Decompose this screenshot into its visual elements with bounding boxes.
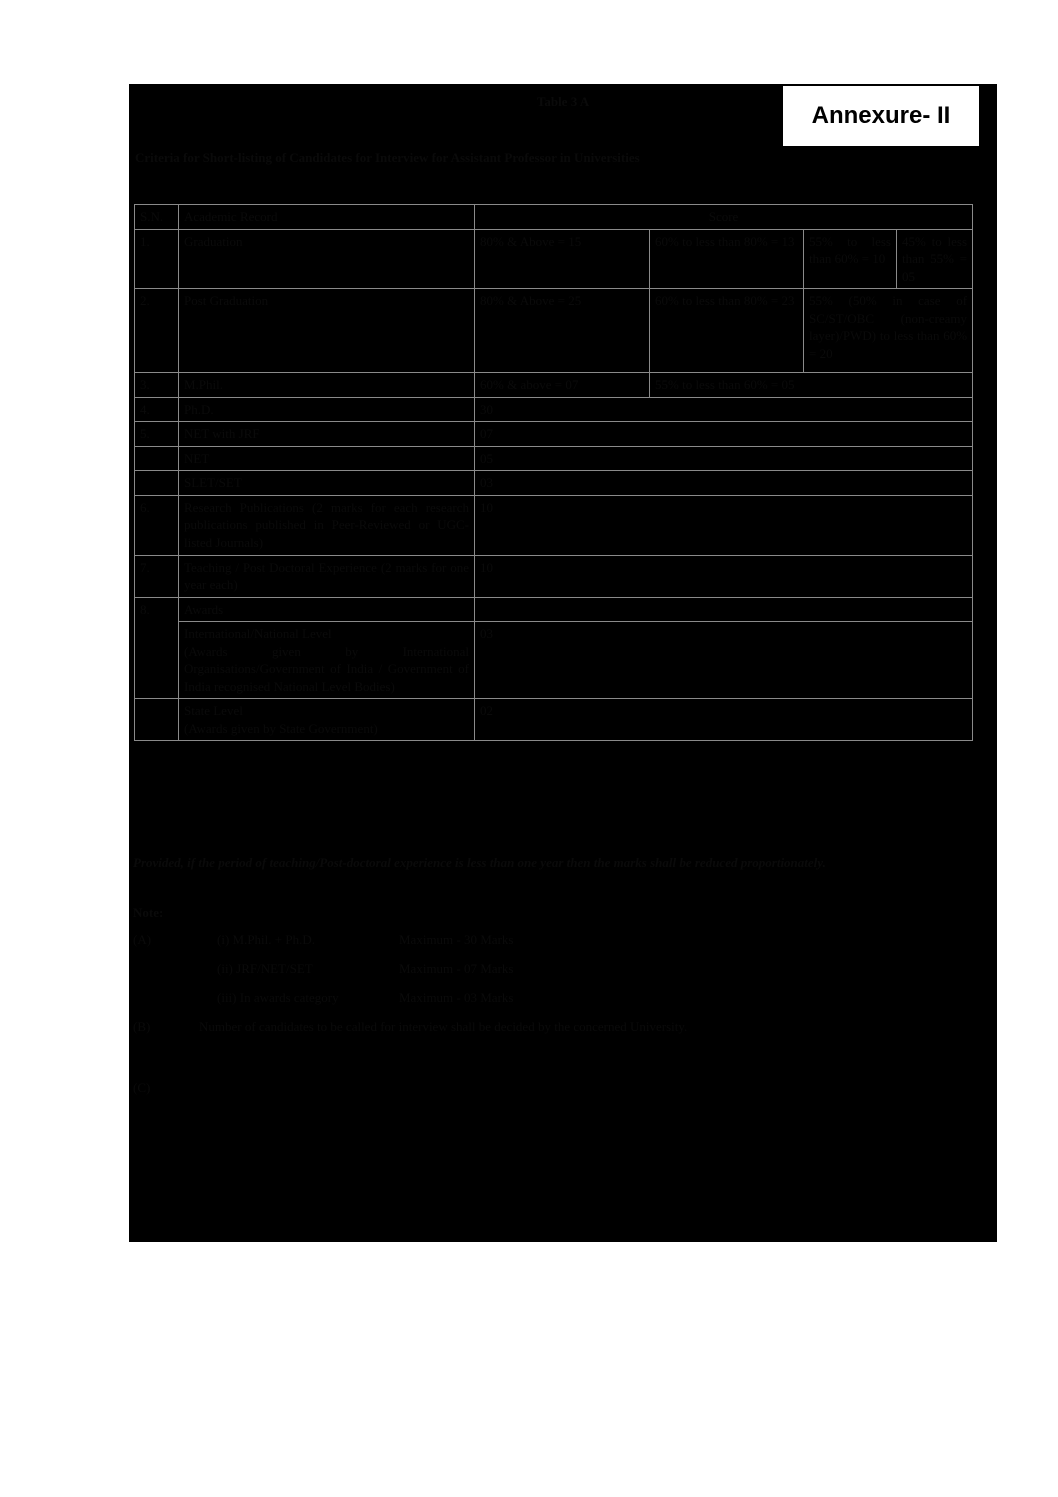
- table-row: [135, 622, 973, 699]
- table-row: [135, 397, 973, 422]
- row-label: Ph.D.: [179, 397, 475, 422]
- score-cell: 02: [475, 699, 973, 741]
- table-row: [135, 289, 973, 373]
- score-cell: 55% to less than 60% = 05: [650, 373, 973, 398]
- note-a3-max: Maximum - 03 Marks: [399, 990, 514, 1005]
- score-cell: 60% to less than 80% = 13: [650, 229, 804, 289]
- criteria-table: [134, 204, 973, 741]
- row-label: Awards: [179, 597, 475, 622]
- row-label: NET: [179, 446, 475, 471]
- header-score: Score: [475, 205, 973, 230]
- table-row: [135, 446, 973, 471]
- score-cell: 45% to less than 55% = 05: [897, 229, 973, 289]
- table-row: [135, 495, 973, 555]
- row-sn: 1.: [135, 229, 179, 289]
- award-level-description: (Awards given by International Organisations/Government of India / Government of India recognised National Level Bodies): [184, 643, 469, 694]
- note-b-label: (B): [133, 1019, 151, 1034]
- note-a3-name: (iii) In awards category: [217, 990, 339, 1005]
- header-academic-record: Academic Record: [179, 205, 475, 230]
- table-row: [135, 422, 973, 447]
- row-label: SLET/SET: [179, 471, 475, 496]
- row-sn: 8.: [135, 597, 179, 622]
- row-sn: [135, 471, 179, 496]
- row-label: [179, 699, 475, 741]
- score-cell: 03: [475, 622, 973, 699]
- row-sn: 4.: [135, 397, 179, 422]
- score-cell: 05: [475, 446, 973, 471]
- award-level-title: State Level: [184, 703, 243, 719]
- score-cell: 10: [475, 495, 973, 555]
- table-row: [135, 555, 973, 597]
- row-label: M.Phil.: [179, 373, 475, 398]
- row-sn: 7.: [135, 555, 179, 597]
- row-label: Post Graduation: [179, 289, 475, 373]
- annexure-label: Annexure- II: [783, 86, 979, 146]
- row-sn: 6.: [135, 495, 179, 555]
- note-label: Note:: [133, 905, 164, 920]
- row-sn: [135, 699, 179, 741]
- table-row: [135, 373, 973, 398]
- note-a1-name: (i) M.Phil. + Ph.D.: [217, 932, 315, 947]
- note-b-text: Number of candidates to be called for interview shall be decided by the concerned University.: [199, 1019, 688, 1034]
- score-cell: 80% & Above = 15: [475, 229, 650, 289]
- row-sn: 5.: [135, 422, 179, 447]
- score-cell: 80% & Above = 25: [475, 289, 650, 373]
- row-label: Research Publications (2 marks for each research publications published in Peer-Reviewed or UGC-listed Journals): [179, 495, 475, 555]
- score-cell: 60% to less than 80% = 23: [650, 289, 804, 373]
- row-sn: 2.: [135, 289, 179, 373]
- award-level-description: (Awards given by State Government): [184, 720, 378, 736]
- note-a1-max: Maximum - 30 Marks: [399, 932, 514, 947]
- row-sn: [135, 622, 179, 699]
- table-subtitle: Criteria for Short-listing of Candidates for Interview for Assistant Professor in Universities: [135, 150, 640, 165]
- row-sn: 3.: [135, 373, 179, 398]
- row-label: Teaching / Post Doctoral Experience (2 marks for one year each): [179, 555, 475, 597]
- score-cell: 30: [475, 397, 973, 422]
- score-cell: 10: [475, 555, 973, 597]
- table-row: [135, 699, 973, 741]
- row-label: Graduation: [179, 229, 475, 289]
- proviso-note: Provided, if the period of teaching/Post-doctoral experience is less than one year then the marks shall be reduced proportionately.: [133, 855, 826, 870]
- score-cell: 55% (50% in case of SC/ST/OBC (non-creamy layer)/PWD) to less than 60% = 20: [804, 289, 973, 373]
- note-a-label: (A): [133, 932, 152, 947]
- note-a2-max: Maximum - 07 Marks: [399, 961, 514, 976]
- table-caption: Table 3 A: [536, 94, 590, 109]
- row-sn: [135, 446, 179, 471]
- note-c-label: (C): [133, 1080, 151, 1095]
- score-cell: [475, 597, 973, 622]
- table-row: [135, 597, 973, 622]
- note-a2-name: (ii) JRF/NET/SET: [217, 961, 313, 976]
- row-label: NET with JRF: [179, 422, 475, 447]
- row-label: [179, 622, 475, 699]
- header-sn: S.N.: [135, 205, 179, 230]
- score-cell: 03: [475, 471, 973, 496]
- table-header-row: [135, 205, 973, 230]
- score-cell: 55% to less than 60% = 10: [804, 229, 897, 289]
- score-cell: 60% & above = 07: [475, 373, 650, 398]
- table-row: [135, 471, 973, 496]
- score-cell: 07: [475, 422, 973, 447]
- table-row: [135, 229, 973, 289]
- document-sheet: [129, 84, 997, 1242]
- award-level-title: International/National Level: [184, 626, 332, 642]
